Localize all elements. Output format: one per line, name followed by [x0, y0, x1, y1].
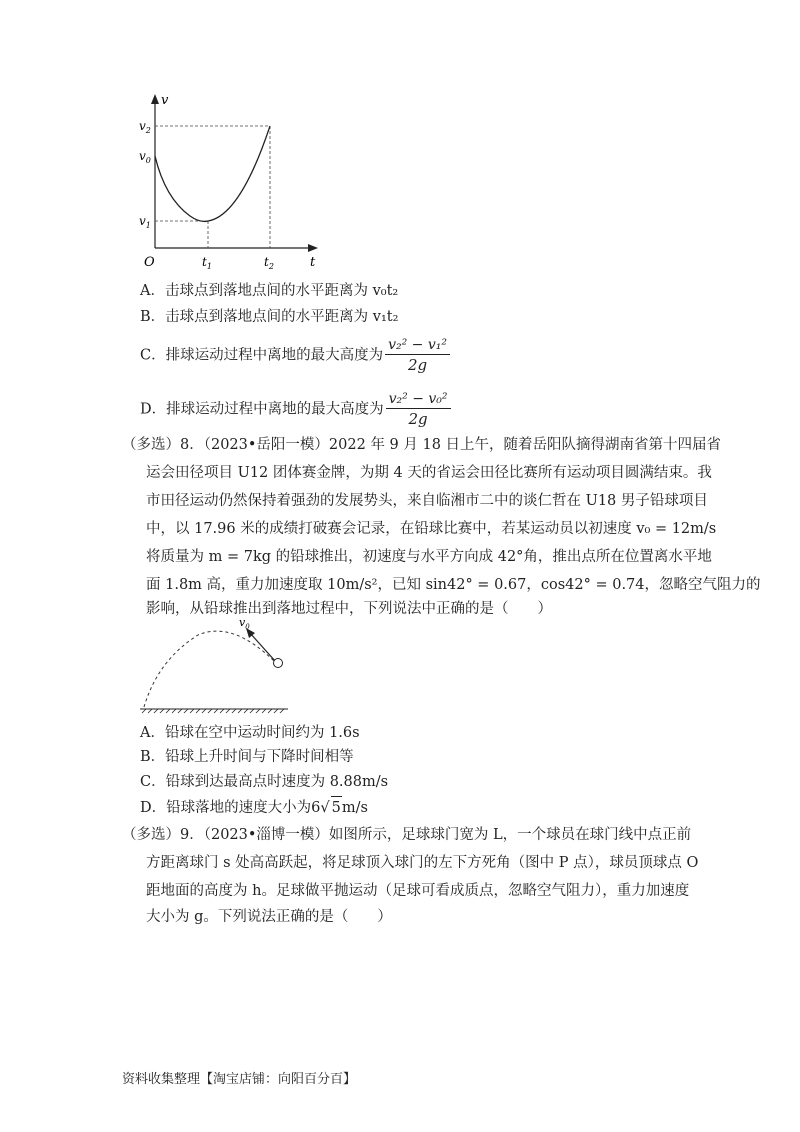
q8-line-6: 面 1.8m 高，重力加速度取 10m/s²，已知 sin42° = 0.67，cos42° = 0.74，忽略空气阻力的	[146, 577, 761, 593]
q8-option-d	[140, 796, 368, 819]
q7-option-a: A．击球点到落地点间的水平距离为 v₀t₂	[140, 283, 399, 299]
sqrt-sign: √	[320, 800, 330, 816]
q7-option-c-numerator: v₂² − v₁²	[385, 336, 450, 355]
q7-option-c-text: C．排球运动过程中离地的最大高度为	[140, 347, 384, 364]
trajectory-dashed	[144, 631, 276, 707]
page-footer: 资料收集整理【淘宝店铺：向阳百分百】	[122, 1072, 357, 1087]
v0-letter: v	[139, 149, 146, 163]
v0-label	[139, 149, 151, 165]
q8-option-d-text: D．铅球落地的速度大小为	[140, 800, 312, 816]
q8-option-a: A．铅球在空中运动时间约为 1.6s	[140, 725, 360, 741]
origin-label: O	[144, 255, 155, 270]
q8-line-1: （多选）8．（2023•岳阳一模）2022 年 9 月 18 日上午，随着岳阳队摘得湖南省第十四届省	[122, 437, 722, 453]
v1-subscript: 1	[145, 221, 151, 230]
q8-line-4: 中，以 17.96 米的成绩打破赛会记录，在铅球比赛中，若某运动员以初速度 v₀ = 12m/s	[146, 521, 717, 537]
t1-subscript: 1	[206, 262, 212, 271]
q7-option-c-denominator: 2g	[407, 356, 428, 374]
q7-option-d-numerator: v₂² − v₀²	[386, 390, 451, 409]
q8-option-b: B．铅球上升时间与下降时间相等	[140, 749, 354, 765]
y-axis-label: v	[161, 93, 169, 108]
v1-letter: v	[139, 214, 146, 228]
q9-line-2: 方距离球门 s 处高高跃起，将足球顶入球门的左下方死角（图中 P 点），球员顶球点 O	[146, 855, 699, 871]
v2-subscript: 2	[145, 126, 151, 135]
q9-line-4: 大小为 g。下列说法正确的是（ ）	[146, 909, 392, 925]
q7-option-b: B．击球点到落地点间的水平距离为 v₁t₂	[140, 309, 399, 325]
q9-line-3: 距地面的高度为 h。足球做平抛运动（足球可看成质点，忽略空气阻力），重力加速度	[146, 883, 690, 899]
shot-put-figure	[138, 615, 298, 715]
q7-option-c	[140, 336, 450, 375]
t2-subscript: 2	[268, 262, 274, 271]
t2-label	[264, 255, 274, 271]
v2-label	[139, 119, 151, 135]
ground-hatching	[142, 709, 284, 713]
q9-line-1: （多选）9．（2023•淄博一模）如图所示，足球球门宽为 L，一个球员在球门线中点正前	[122, 827, 692, 843]
q7-option-d	[140, 390, 451, 429]
velocity-vector	[250, 633, 276, 662]
q8-option-d-coefficient: 6	[311, 800, 321, 816]
q8-line-2: 运会田径项目 U12 团体赛金牌，为期 4 天的省运会田径比赛所有运动项目圆满结束。我	[146, 465, 712, 481]
v0-subscript: 0	[145, 156, 151, 165]
t1-letter: t	[202, 255, 207, 269]
q8-line-5: 将质量为 m = 7kg 的铅球推出，初速度与水平方向成 42°角，推出点所在位置离水平地	[146, 549, 712, 565]
x-axis-arrow	[308, 244, 318, 252]
q7-option-d-text: D．排球运动过程中离地的最大高度为	[140, 401, 384, 418]
v1-label	[139, 214, 151, 230]
q8-line-3: 市田径运动仍然保持着强劲的发展势头，来自临湘市二中的谈仁哲在 U18 男子铅球项目	[146, 493, 708, 509]
q7-option-d-fraction	[386, 390, 451, 429]
velocity-curve	[155, 126, 270, 221]
x-axis-label: t	[310, 255, 316, 270]
velocity-time-graph	[130, 88, 330, 273]
q8-option-c: C．铅球到达最高点时速度为 8.88m/s	[140, 774, 389, 790]
v2-letter: v	[139, 119, 146, 133]
q8-option-d-radicand: 5	[331, 796, 342, 819]
v0-figure-subscript: 0	[245, 623, 250, 631]
y-axis-arrow	[151, 94, 159, 104]
q8-option-d-unit: m/s	[341, 800, 368, 816]
v0-figure-label	[239, 616, 250, 631]
q7-option-c-fraction	[385, 336, 450, 375]
shot-ball	[274, 659, 283, 668]
q7-option-d-denominator: 2g	[408, 410, 428, 428]
t2-letter: t	[264, 255, 269, 269]
q8-line-7: 影响，从铅球推出到落地过程中，下列说法中正确的是（ ）	[146, 601, 552, 617]
v0-figure-letter: v	[239, 616, 246, 629]
t1-label	[202, 255, 212, 271]
